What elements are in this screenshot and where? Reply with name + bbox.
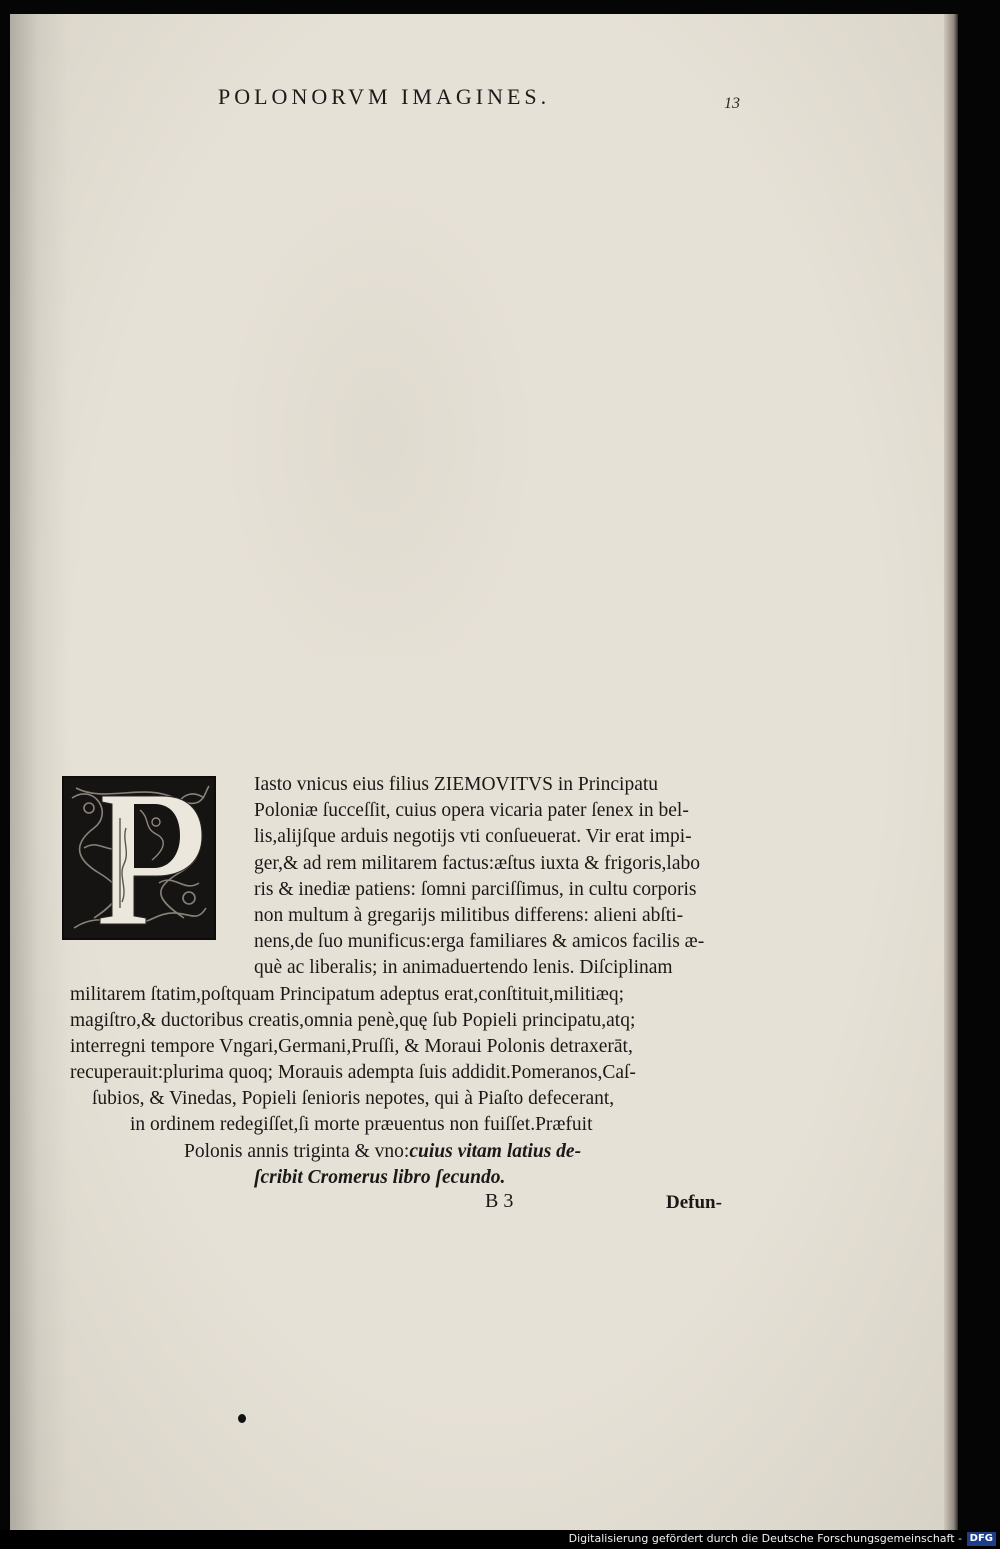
text-line: ſcribit Cromerus libro ſecundo. [254,1166,506,1188]
page-number: 13 [724,95,740,112]
text-line: nens,de ſuo munificus:erga familiares & amicos facilis æ- [254,931,705,953]
text-line-with-italic [48,1139,768,1165]
text-line: Poloniæ ſucceſſit, cuius opera vicaria pater ſenex in bel- [254,800,689,822]
text-line: ris & inediæ patiens: ſomni parciſſimus, in cultu corporis [254,878,697,900]
body-text [48,772,768,1191]
text-line: què ac liberalis; in animaduertendo lenis. Diſciplinam [254,957,673,979]
dfg-logo: DFG [967,1532,996,1546]
page-edge [944,14,958,1530]
text-line: magiſtro,& ductoribus creatis,omnia penè,quę ſub Popieli principatu,atq; [70,1009,636,1031]
text-line: ſubios, & Vinedas, Popieli ſenioris nepotes, qui à Piaſto defecerant, [92,1088,615,1110]
text-segment: Polonis annis triginta & vno: [184,1140,410,1162]
ink-spot [238,1414,246,1423]
footer-credit: Digitalisierung gefördert durch die Deutsche Forschungsgemeinschaft - [568,1532,962,1545]
text-line: Iasto vnicus eius filius ZIEMOVITVS in Principatu [254,774,659,795]
text-line: recuperauit:plurima quoq; Morauis adempta ſuis addidit.Pomeranos,Caſ- [70,1062,636,1084]
italic-segment: cuius vitam latius de- [409,1140,582,1162]
running-head: POLONORVM IMAGINES. [218,84,551,109]
text-line: non multum à gregarijs militibus differens: alieni abſti- [254,904,684,926]
text-line: militarem ſtatim,poſtquam Principatum adeptus erat,conſtituit,militiæq; [70,983,625,1005]
signature-mark: B 3 [485,1190,514,1212]
text-line: ger,& ad rem militarem factus:æſtus iuxta & frigoris,labo [254,852,700,874]
footer-bar [0,1530,1000,1549]
text-line: lis,alijſque arduis negotijs vti conſueuerat. Vir erat impi- [254,826,692,848]
text-line: in ordinem redegiſſet,ſi morte præuentus non fuiſſet.Præfuit [130,1114,593,1136]
catchword: Defun- [666,1192,722,1213]
text-line: interregni tempore Vngari,Germani,Pruſſi, & Moraui Polonis detraxerāt, [70,1035,633,1057]
faded-portrait-area [214,175,544,655]
